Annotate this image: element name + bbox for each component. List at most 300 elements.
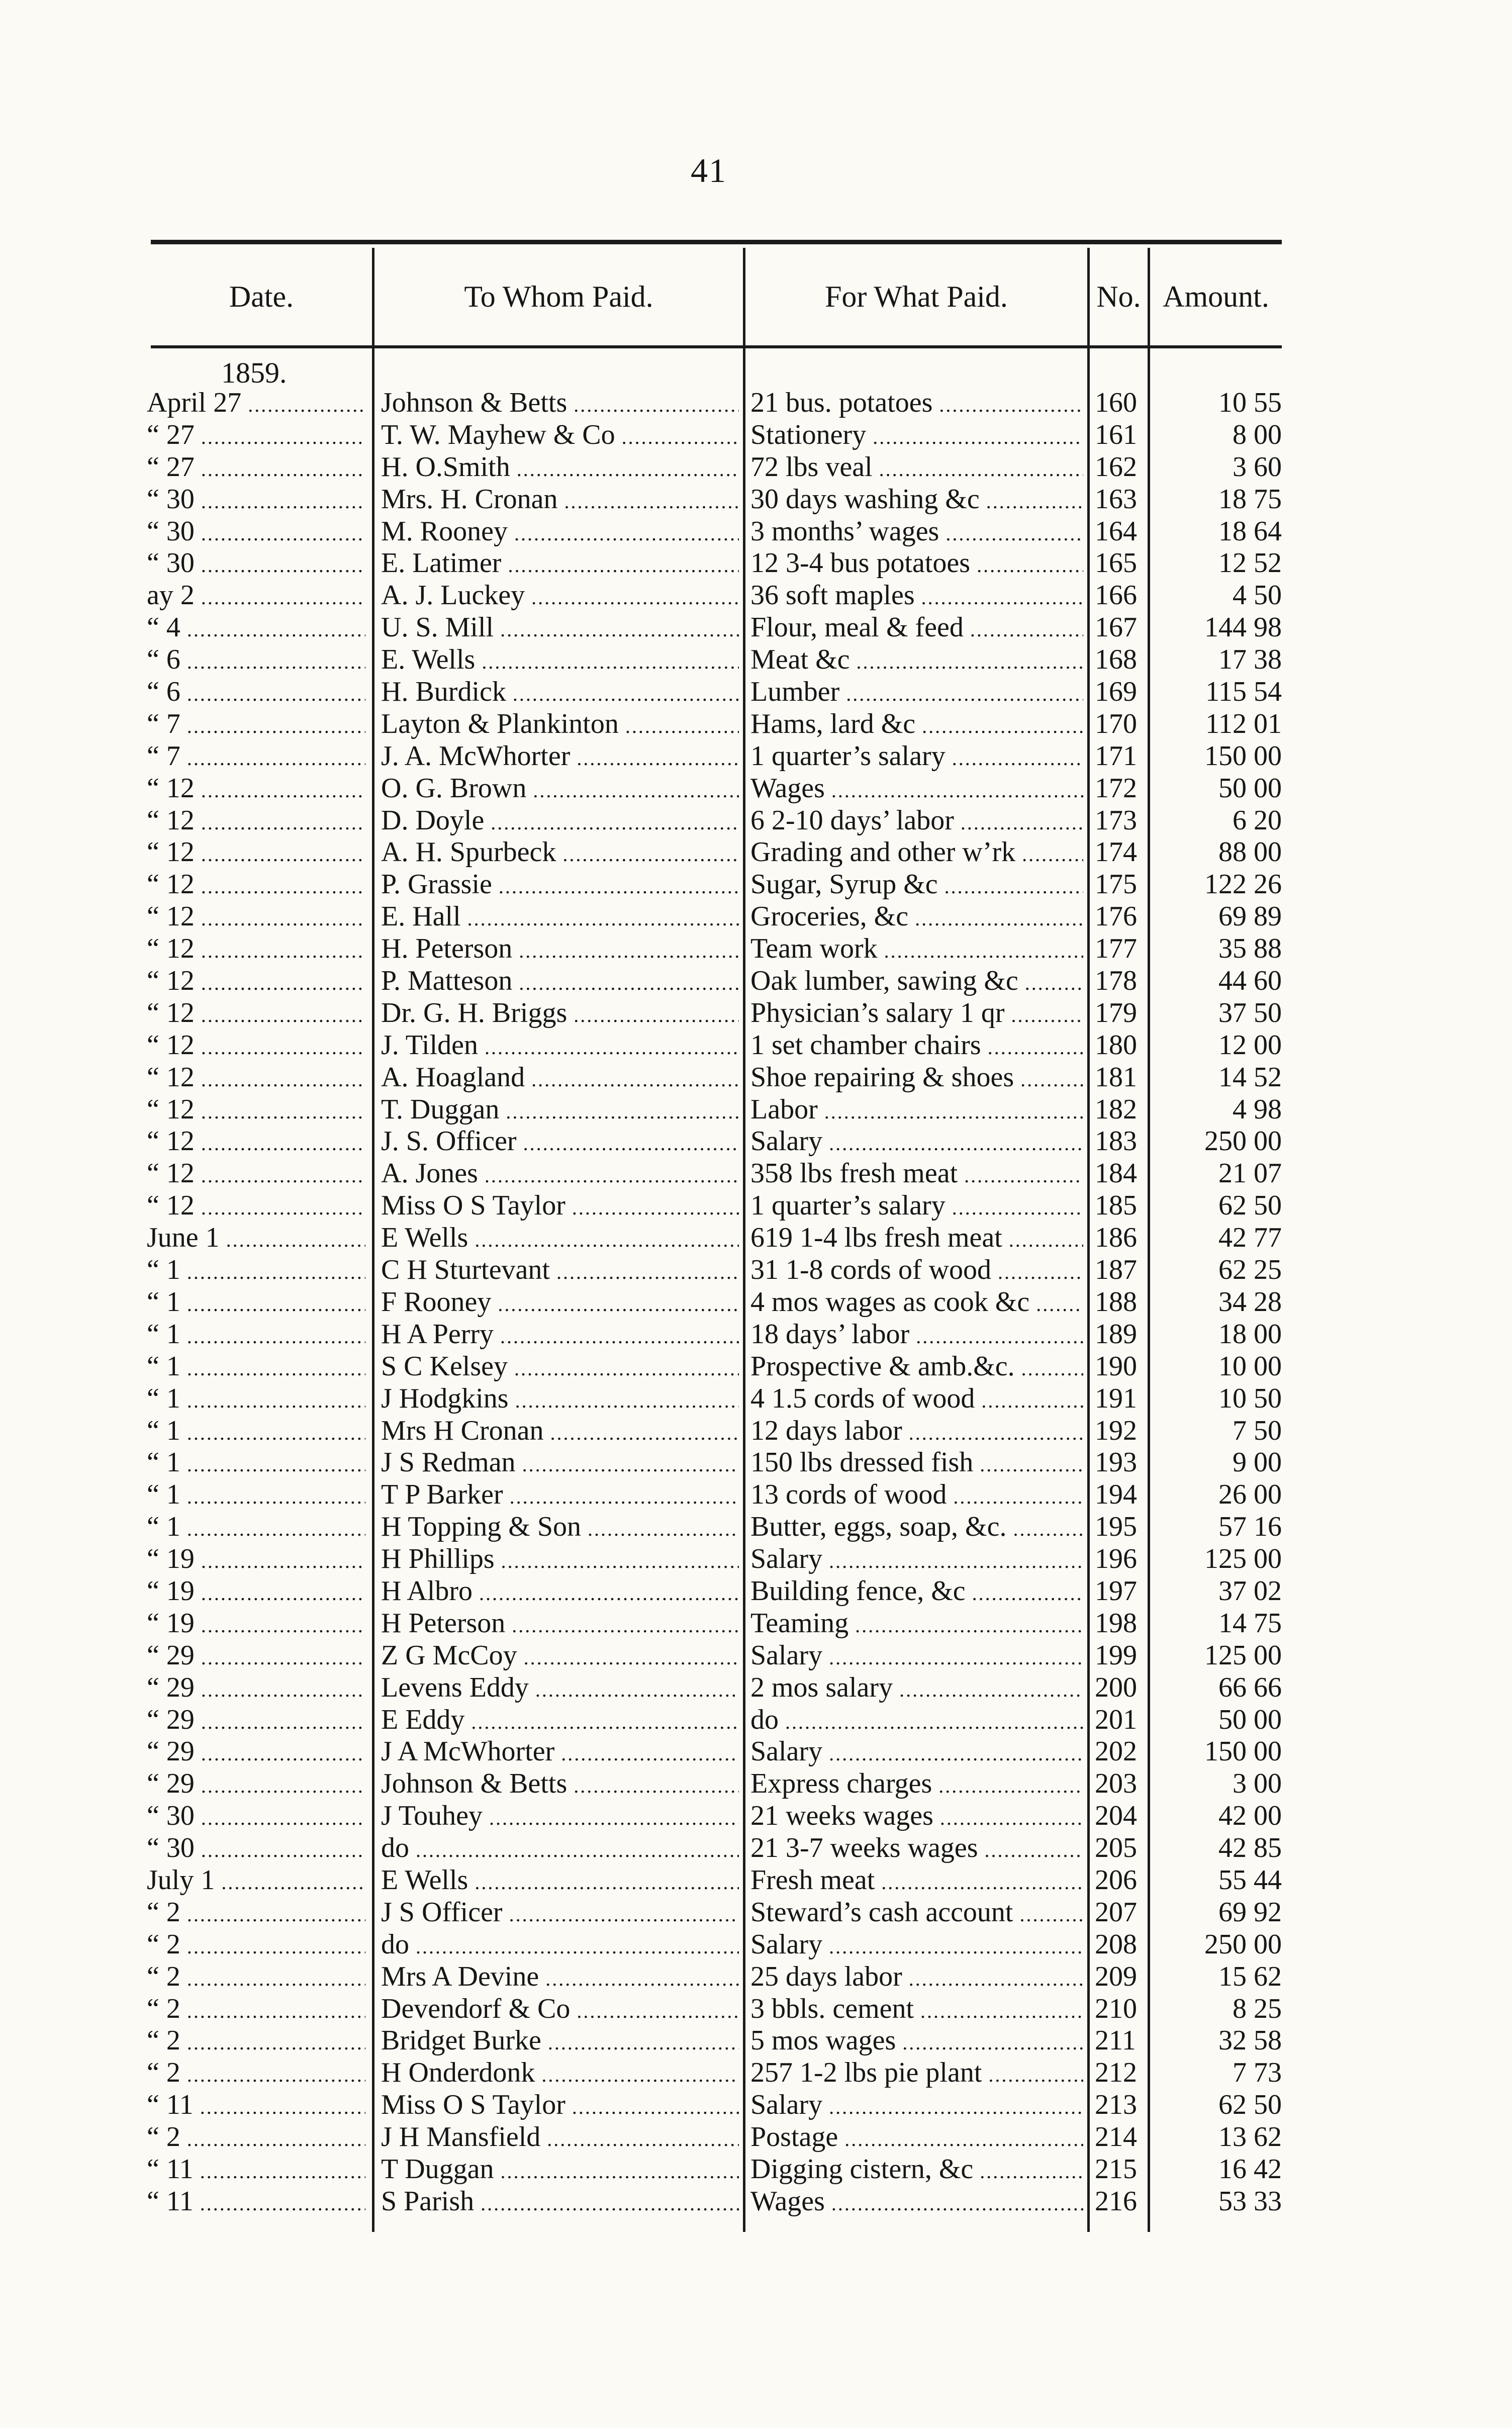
ledger-row <box>0 1608 1512 1640</box>
voucher-number-cell: 164 <box>1095 515 1137 547</box>
ledger-row <box>0 805 1512 837</box>
date-cell: “ 27 ..... <box>147 451 365 486</box>
ledger-row <box>0 1832 1512 1864</box>
header-date: Date. <box>229 280 294 313</box>
voucher-number-cell: 184 <box>1095 1158 1137 1189</box>
payee-cell: Miss O S Taylor ..... <box>381 2089 739 2123</box>
purpose-cell: Hams, lard &c ..... <box>750 708 1083 742</box>
payee-cell: A. Hoagland ..... <box>381 1062 739 1096</box>
header-no: No. <box>1096 280 1141 313</box>
purpose-cell: Wages ..... <box>750 773 1083 807</box>
ledger-row <box>0 933 1512 965</box>
payee-cell: do ..... <box>381 1832 739 1866</box>
amount-cell: 14 52 <box>1218 1061 1282 1093</box>
date-cell: ay 2 ..... <box>147 580 365 614</box>
voucher-number-cell: 189 <box>1095 1318 1137 1350</box>
amount-cell: 14 75 <box>1218 1607 1282 1639</box>
ledger-row <box>0 612 1512 644</box>
ledger-row <box>0 419 1512 451</box>
payee-cell: H Peterson ..... <box>381 1608 739 1642</box>
amount-cell: 37 50 <box>1218 997 1282 1029</box>
payee-cell: H Albro ..... <box>381 1575 739 1610</box>
ledger-row <box>0 1319 1512 1351</box>
payee-cell: J. S. Officer ..... <box>381 1126 739 1160</box>
purpose-cell: 12 days labor ..... <box>750 1415 1083 1449</box>
date-cell: “ 1 ..... <box>147 1511 365 1545</box>
amount-cell: 34 28 <box>1218 1286 1282 1318</box>
date-cell: “ 2 ..... <box>147 2057 365 2091</box>
payee-cell: T. W. Mayhew & Co ..... <box>381 419 739 453</box>
amount-cell: 8 25 <box>1233 1993 1282 2024</box>
amount-cell: 62 50 <box>1218 2089 1282 2121</box>
payee-cell: A. J. Luckey ..... <box>381 580 739 614</box>
amount-cell: 7 73 <box>1233 2057 1282 2089</box>
ledger-row <box>0 1929 1512 1961</box>
amount-cell: 9 00 <box>1233 1447 1282 1478</box>
ledger-row <box>0 2057 1512 2089</box>
voucher-number-cell: 183 <box>1095 1126 1137 1157</box>
ledger-row <box>0 516 1512 548</box>
ledger-row <box>0 1961 1512 1993</box>
date-cell: “ 7 ..... <box>147 740 365 775</box>
payee-cell: E Wells ..... <box>381 1864 739 1899</box>
amount-cell: 10 55 <box>1218 387 1282 418</box>
voucher-number-cell: 173 <box>1095 804 1137 836</box>
ledger-row <box>0 740 1512 773</box>
amount-cell: 42 85 <box>1218 1832 1282 1864</box>
ledger-row <box>0 1768 1512 1800</box>
payee-cell: H Phillips ..... <box>381 1543 739 1577</box>
voucher-number-cell: 162 <box>1095 451 1137 483</box>
amount-cell: 53 33 <box>1218 2185 1282 2217</box>
voucher-number-cell: 178 <box>1095 965 1137 997</box>
amount-cell: 69 89 <box>1218 901 1282 932</box>
voucher-number-cell: 204 <box>1095 1800 1137 1832</box>
voucher-number-cell: 205 <box>1095 1832 1137 1864</box>
header-rule <box>151 345 1282 348</box>
payee-cell: J. A. McWhorter ..... <box>381 740 739 775</box>
payee-cell: U. S. Mill ..... <box>381 612 739 646</box>
purpose-cell: Shoe repairing & shoes ..... <box>750 1062 1083 1096</box>
top-rule <box>151 240 1282 244</box>
payee-cell: P. Matteson ..... <box>381 965 739 999</box>
purpose-cell: 1 quarter’s salary ..... <box>750 740 1083 775</box>
date-cell: “ 2 ..... <box>147 2121 365 2156</box>
ledger-row <box>0 2025 1512 2057</box>
date-cell: “ 30 ..... <box>147 547 365 582</box>
purpose-cell: 6 2-10 days’ labor ..... <box>750 805 1083 839</box>
voucher-number-cell: 170 <box>1095 708 1137 739</box>
amount-cell: 144 98 <box>1204 612 1282 643</box>
voucher-number-cell: 172 <box>1095 772 1137 804</box>
purpose-cell: 36 soft maples ..... <box>750 580 1083 614</box>
voucher-number-cell: 209 <box>1095 1960 1137 1992</box>
purpose-cell: Digging cistern, &c ..... <box>750 2154 1083 2188</box>
purpose-cell: 3 bbls. cement ..... <box>750 1993 1083 2027</box>
voucher-number-cell: 206 <box>1095 1864 1137 1896</box>
date-cell: “ 1 ..... <box>147 1286 365 1321</box>
date-cell: “ 27 ..... <box>147 419 365 453</box>
ledger-row <box>0 2186 1512 2218</box>
year-label: 1859. <box>221 356 287 389</box>
voucher-number-cell: 193 <box>1095 1447 1137 1478</box>
amount-cell: 21 07 <box>1218 1158 1282 1189</box>
amount-cell: 35 88 <box>1218 933 1282 965</box>
voucher-number-cell: 203 <box>1095 1768 1137 1800</box>
date-cell: “ 1 ..... <box>147 1254 365 1288</box>
voucher-number-cell: 190 <box>1095 1350 1137 1382</box>
purpose-cell: Stationery ..... <box>750 419 1083 453</box>
ledger-row <box>0 1126 1512 1158</box>
purpose-cell: Teaming ..... <box>750 1608 1083 1642</box>
purpose-cell: 150 lbs dressed fish ..... <box>750 1447 1083 1481</box>
purpose-cell: Postage ..... <box>750 2121 1083 2156</box>
date-cell: “ 1 ..... <box>147 1351 365 1385</box>
purpose-cell: 13 cords of wood ..... <box>750 1479 1083 1513</box>
amount-cell: 12 52 <box>1218 547 1282 579</box>
date-cell: June 1 ..... <box>147 1222 365 1256</box>
voucher-number-cell: 163 <box>1095 483 1137 515</box>
voucher-number-cell: 210 <box>1095 1993 1137 2024</box>
purpose-cell: Wages ..... <box>750 2186 1083 2220</box>
date-cell: “ 29 ..... <box>147 1640 365 1674</box>
ledger-row <box>0 1158 1512 1190</box>
purpose-cell: Labor ..... <box>750 1094 1083 1128</box>
ledger-row <box>0 387 1512 419</box>
payee-cell: do ..... <box>381 1929 739 1963</box>
voucher-number-cell: 161 <box>1095 419 1137 450</box>
voucher-number-cell: 198 <box>1095 1607 1137 1639</box>
payee-cell: H A Perry ..... <box>381 1319 739 1353</box>
payee-cell: H Topping & Son ..... <box>381 1511 739 1545</box>
voucher-number-cell: 195 <box>1095 1511 1137 1543</box>
date-cell: “ 4 ..... <box>147 612 365 646</box>
amount-cell: 88 00 <box>1218 836 1282 868</box>
ledger-row <box>0 1351 1512 1383</box>
amount-cell: 18 00 <box>1218 1318 1282 1350</box>
purpose-cell: Salary ..... <box>750 1126 1083 1160</box>
date-cell: “ 12 ..... <box>147 773 365 807</box>
date-cell: “ 2 ..... <box>147 1929 365 1963</box>
ledger-row <box>0 1511 1512 1543</box>
ledger-row <box>0 1190 1512 1222</box>
purpose-cell: Butter, eggs, soap, &c. ..... <box>750 1511 1083 1545</box>
amount-cell: 12 00 <box>1218 1029 1282 1061</box>
amount-cell: 122 26 <box>1204 869 1282 900</box>
purpose-cell: 4 1.5 cords of wood ..... <box>750 1383 1083 1417</box>
amount-cell: 17 38 <box>1218 644 1282 676</box>
payee-cell: Mrs. H. Cronan ..... <box>381 484 739 518</box>
date-cell: “ 12 ..... <box>147 1094 365 1128</box>
date-cell: “ 19 ..... <box>147 1543 365 1577</box>
amount-cell: 69 92 <box>1218 1896 1282 1928</box>
voucher-number-cell: 191 <box>1095 1382 1137 1414</box>
payee-cell: H. Burdick ..... <box>381 676 739 710</box>
purpose-cell: 257 1-2 lbs pie plant ..... <box>750 2057 1083 2091</box>
voucher-number-cell: 196 <box>1095 1543 1137 1575</box>
payee-cell: Johnson & Betts ..... <box>381 1768 739 1802</box>
payee-cell: Johnson & Betts ..... <box>381 387 739 421</box>
amount-cell: 7 50 <box>1233 1415 1282 1446</box>
ledger-row <box>0 1062 1512 1094</box>
date-cell: “ 1 ..... <box>147 1319 365 1353</box>
purpose-cell: 1 set chamber chairs ..... <box>750 1030 1083 1064</box>
date-cell: “ 12 ..... <box>147 1158 365 1192</box>
date-cell: “ 7 ..... <box>147 708 365 742</box>
voucher-number-cell: 181 <box>1095 1061 1137 1093</box>
payee-cell: S C Kelsey ..... <box>381 1351 739 1385</box>
amount-cell: 37 02 <box>1218 1575 1282 1607</box>
amount-cell: 32 58 <box>1218 2025 1282 2057</box>
voucher-number-cell: 176 <box>1095 901 1137 932</box>
purpose-cell: Groceries, &c ..... <box>750 901 1083 935</box>
date-cell: “ 29 ..... <box>147 1672 365 1706</box>
ledger-row <box>0 708 1512 740</box>
ledger-row <box>0 1543 1512 1575</box>
purpose-cell: Oak lumber, sawing &c ..... <box>750 965 1083 999</box>
voucher-number-cell: 182 <box>1095 1093 1137 1125</box>
voucher-number-cell: 165 <box>1095 547 1137 579</box>
ledger-row <box>0 1447 1512 1479</box>
purpose-cell: 619 1-4 lbs fresh meat ..... <box>750 1222 1083 1256</box>
voucher-number-cell: 192 <box>1095 1415 1137 1446</box>
ledger-row <box>0 1993 1512 2025</box>
amount-cell: 4 50 <box>1233 580 1282 611</box>
ledger-row <box>0 997 1512 1030</box>
date-cell: July 1 ..... <box>147 1864 365 1899</box>
voucher-number-cell: 216 <box>1095 2185 1137 2217</box>
payee-cell: Z G McCoy ..... <box>381 1640 739 1674</box>
ledger-row <box>0 1254 1512 1286</box>
voucher-number-cell: 212 <box>1095 2057 1137 2089</box>
purpose-cell: 3 months’ wages ..... <box>750 516 1083 550</box>
voucher-number-cell: 175 <box>1095 869 1137 900</box>
date-cell: “ 12 ..... <box>147 836 365 871</box>
ledger-row <box>0 1575 1512 1608</box>
payee-cell: J S Redman ..... <box>381 1447 739 1481</box>
date-cell: “ 12 ..... <box>147 933 365 967</box>
payee-cell: E. Hall ..... <box>381 901 739 935</box>
amount-cell: 4 98 <box>1233 1093 1282 1125</box>
date-cell: “ 6 ..... <box>147 644 365 678</box>
amount-cell: 50 00 <box>1218 772 1282 804</box>
payee-cell: T. Duggan ..... <box>381 1094 739 1128</box>
date-cell: “ 30 ..... <box>147 1832 365 1866</box>
purpose-cell: Meat &c ..... <box>750 644 1083 678</box>
amount-cell: 10 50 <box>1218 1382 1282 1414</box>
payee-cell: M. Rooney ..... <box>381 516 739 550</box>
amount-cell: 3 00 <box>1233 1768 1282 1800</box>
voucher-number-cell: 160 <box>1095 387 1137 418</box>
payee-cell: J Touhey ..... <box>381 1800 739 1834</box>
ledger-row <box>0 1222 1512 1254</box>
ledger-row <box>0 965 1512 997</box>
voucher-number-cell: 199 <box>1095 1639 1137 1671</box>
date-cell: “ 12 ..... <box>147 965 365 999</box>
purpose-cell: 21 weeks wages ..... <box>750 1800 1083 1834</box>
payee-cell: F Rooney ..... <box>381 1286 739 1321</box>
amount-cell: 150 00 <box>1204 740 1282 772</box>
purpose-cell: Physician’s salary 1 qr ..... <box>750 997 1083 1032</box>
amount-cell: 18 64 <box>1218 515 1282 547</box>
amount-cell: 150 00 <box>1204 1736 1282 1767</box>
voucher-number-cell: 200 <box>1095 1671 1137 1703</box>
ledger-row <box>0 1800 1512 1832</box>
amount-cell: 55 44 <box>1218 1864 1282 1896</box>
ledger-row <box>0 547 1512 580</box>
voucher-number-cell: 179 <box>1095 997 1137 1029</box>
ledger-row <box>0 2154 1512 2186</box>
date-cell: “ 2 ..... <box>147 2025 365 2059</box>
voucher-number-cell: 208 <box>1095 1928 1137 1960</box>
purpose-cell: Salary ..... <box>750 1736 1083 1770</box>
date-cell: “ 12 ..... <box>147 997 365 1032</box>
purpose-cell: 1 quarter’s salary ..... <box>750 1190 1083 1224</box>
payee-cell: Mrs H Cronan ..... <box>381 1415 739 1449</box>
purpose-cell: 30 days washing &c ..... <box>750 484 1083 518</box>
ledger-row <box>0 1094 1512 1126</box>
amount-cell: 42 77 <box>1218 1222 1282 1254</box>
header-purpose: For What Paid. <box>825 280 1008 313</box>
voucher-number-cell: 177 <box>1095 933 1137 965</box>
purpose-cell: Grading and other w’rk ..... <box>750 836 1083 871</box>
amount-cell: 15 62 <box>1218 1960 1282 1992</box>
date-cell: “ 2 ..... <box>147 1961 365 1995</box>
payee-cell: E. Latimer ..... <box>381 547 739 582</box>
page-number: 41 <box>691 151 727 190</box>
amount-cell: 10 00 <box>1218 1350 1282 1382</box>
amount-cell: 18 75 <box>1218 483 1282 515</box>
ledger-row <box>0 2121 1512 2154</box>
amount-cell: 57 16 <box>1218 1511 1282 1543</box>
payee-cell: Bridget Burke ..... <box>381 2025 739 2059</box>
purpose-cell: do ..... <box>750 1704 1083 1738</box>
purpose-cell: 5 mos wages ..... <box>750 2025 1083 2059</box>
ledger-row <box>0 1672 1512 1704</box>
payee-cell: O. G. Brown ..... <box>381 773 739 807</box>
purpose-cell: 25 days labor ..... <box>750 1961 1083 1995</box>
payee-cell: Dr. G. H. Briggs ..... <box>381 997 739 1032</box>
date-cell: “ 30 ..... <box>147 516 365 550</box>
payee-cell: T Duggan ..... <box>381 2154 739 2188</box>
date-cell: “ 12 ..... <box>147 869 365 903</box>
purpose-cell: 12 3-4 bus potatoes ..... <box>750 547 1083 582</box>
date-cell: “ 30 ..... <box>147 1800 365 1834</box>
purpose-cell: 18 days’ labor ..... <box>750 1319 1083 1353</box>
voucher-number-cell: 201 <box>1095 1704 1137 1735</box>
purpose-cell: 2 mos salary ..... <box>750 1672 1083 1706</box>
ledger-row <box>0 1030 1512 1062</box>
ledger-rows <box>0 387 1512 2218</box>
purpose-cell: Express charges ..... <box>750 1768 1083 1802</box>
ledger-row <box>0 451 1512 484</box>
voucher-number-cell: 186 <box>1095 1222 1137 1254</box>
amount-cell: 62 25 <box>1218 1254 1282 1286</box>
amount-cell: 250 00 <box>1204 1928 1282 1960</box>
voucher-number-cell: 202 <box>1095 1736 1137 1767</box>
purpose-cell: Flour, meal & feed ..... <box>750 612 1083 646</box>
payee-cell: E Wells ..... <box>381 1222 739 1256</box>
date-cell: “ 19 ..... <box>147 1575 365 1610</box>
header-payee: To Whom Paid. <box>464 280 653 313</box>
date-cell: “ 12 ..... <box>147 805 365 839</box>
voucher-number-cell: 188 <box>1095 1286 1137 1318</box>
purpose-cell: 72 lbs veal ..... <box>750 451 1083 486</box>
purpose-cell: Steward’s cash account ..... <box>750 1897 1083 1931</box>
date-cell: April 27 ..... <box>147 387 365 421</box>
date-cell: “ 12 ..... <box>147 1030 365 1064</box>
purpose-cell: 358 lbs fresh meat ..... <box>750 1158 1083 1192</box>
date-cell: “ 6 ..... <box>147 676 365 710</box>
ledger-row <box>0 644 1512 676</box>
purpose-cell: Lumber ..... <box>750 676 1083 710</box>
voucher-number-cell: 180 <box>1095 1029 1137 1061</box>
amount-cell: 125 00 <box>1204 1639 1282 1671</box>
amount-cell: 112 01 <box>1205 708 1282 739</box>
amount-cell: 26 00 <box>1218 1479 1282 1511</box>
voucher-number-cell: 213 <box>1095 2089 1137 2121</box>
voucher-number-cell: 194 <box>1095 1479 1137 1511</box>
amount-cell: 44 60 <box>1218 965 1282 997</box>
purpose-cell: Salary ..... <box>750 1929 1083 1963</box>
header-amount: Amount. <box>1163 280 1269 313</box>
payee-cell: T P Barker ..... <box>381 1479 739 1513</box>
voucher-number-cell: 166 <box>1095 580 1137 611</box>
payee-cell: A. Jones ..... <box>381 1158 739 1192</box>
date-cell: “ 29 ..... <box>147 1704 365 1738</box>
payee-cell: Mrs A Devine ..... <box>381 1961 739 1995</box>
purpose-cell: Fresh meat ..... <box>750 1864 1083 1899</box>
date-cell: “ 12 ..... <box>147 1062 365 1096</box>
payee-cell: J Hodgkins ..... <box>381 1383 739 1417</box>
payee-cell: J A McWhorter ..... <box>381 1736 739 1770</box>
payee-cell: H. O.Smith ..... <box>381 451 739 486</box>
amount-cell: 16 42 <box>1218 2153 1282 2185</box>
date-cell: “ 12 ..... <box>147 901 365 935</box>
date-cell: “ 11 ..... <box>147 2186 365 2220</box>
ledger-row <box>0 1704 1512 1736</box>
payee-cell: Devendorf & Co ..... <box>381 1993 739 2027</box>
voucher-number-cell: 169 <box>1095 676 1137 708</box>
purpose-cell: Team work ..... <box>750 933 1083 967</box>
voucher-number-cell: 215 <box>1095 2153 1137 2185</box>
voucher-number-cell: 207 <box>1095 1896 1137 1928</box>
voucher-number-cell: 167 <box>1095 612 1137 643</box>
amount-cell: 50 00 <box>1218 1704 1282 1735</box>
purpose-cell: Sugar, Syrup &c ..... <box>750 869 1083 903</box>
purpose-cell: Prospective & amb.&c. ..... <box>750 1351 1083 1385</box>
payee-cell: S Parish ..... <box>381 2186 739 2220</box>
ledger-row <box>0 836 1512 869</box>
date-cell: “ 29 ..... <box>147 1768 365 1802</box>
date-cell: “ 1 ..... <box>147 1383 365 1417</box>
purpose-cell: 4 mos wages as cook &c ..... <box>750 1286 1083 1321</box>
purpose-cell: 31 1-8 cords of wood ..... <box>750 1254 1083 1288</box>
amount-cell: 3 60 <box>1233 451 1282 483</box>
voucher-number-cell: 174 <box>1095 836 1137 868</box>
payee-cell: H Onderdonk ..... <box>381 2057 739 2091</box>
date-cell: “ 12 ..... <box>147 1190 365 1224</box>
voucher-number-cell: 168 <box>1095 644 1137 676</box>
ledger-row <box>0 676 1512 708</box>
amount-cell: 66 66 <box>1218 1671 1282 1703</box>
payee-cell: Levens Eddy ..... <box>381 1672 739 1706</box>
ledger-row <box>0 1736 1512 1768</box>
payee-cell: Miss O S Taylor ..... <box>381 1190 739 1224</box>
ledger-row <box>0 1286 1512 1319</box>
date-cell: “ 2 ..... <box>147 1897 365 1931</box>
amount-cell: 62 50 <box>1218 1190 1282 1222</box>
